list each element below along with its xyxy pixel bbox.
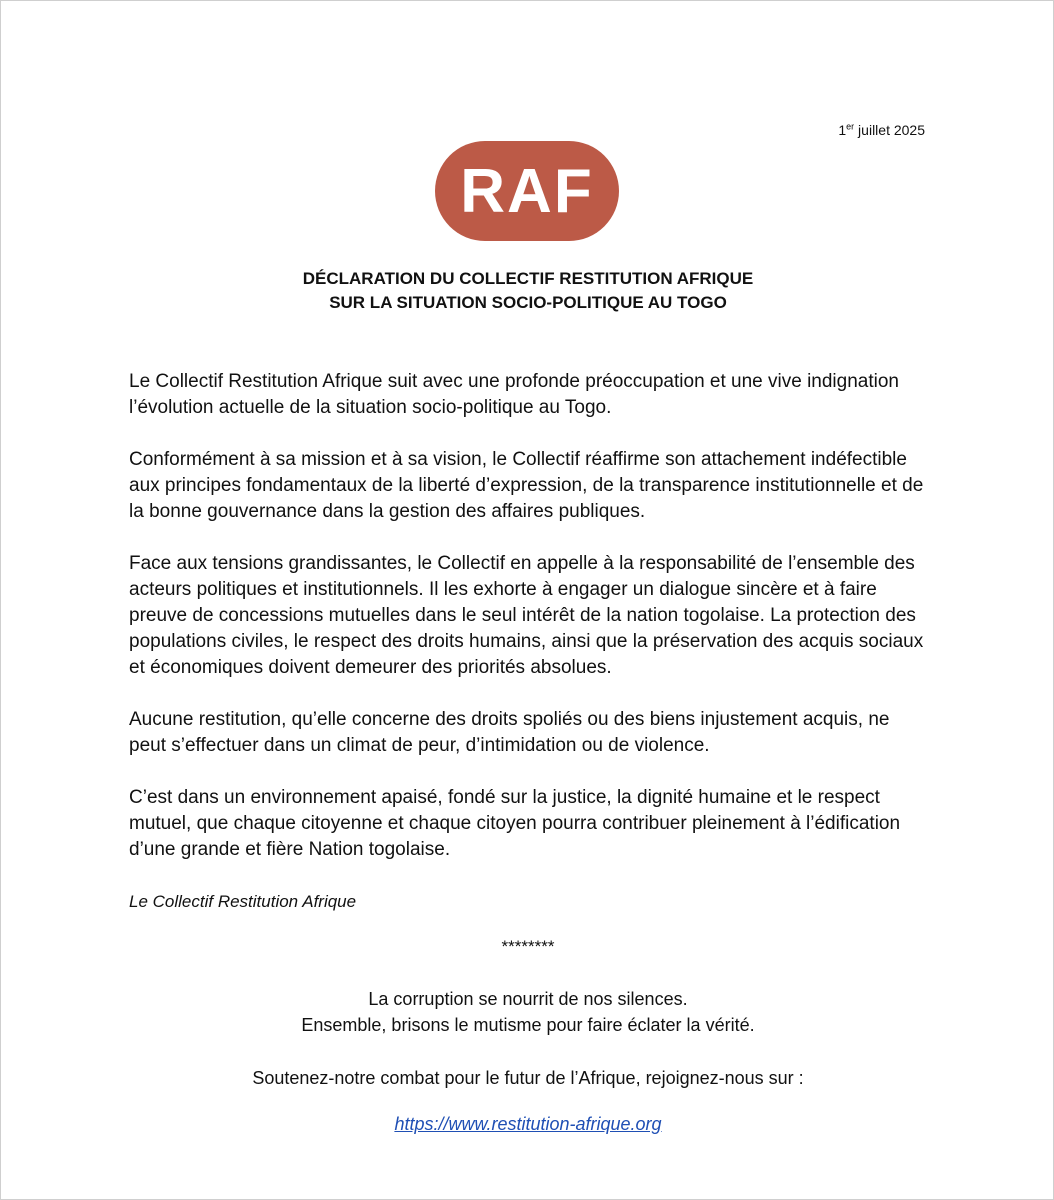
declaration-body — [129, 369, 929, 941]
paragraph-2: Conformément à sa mission et à sa vision, le Collectif réaffirme son attachement indéfectible aux principes fondamentaux de la liberté d’expression, de la transparence institutionnelle et de la bonne gouvernance dans la gestion des affaires publiques. — [129, 449, 924, 522]
paragraph-4: Aucune restitution, qu’elle concerne des droits spoliés ou des biens injustement acquis, ne peut s’effectuer dans un climat de peur, d’intimidation ou de violence. — [129, 709, 890, 756]
document-date — [838, 122, 925, 138]
paragraph-3: Face aux tensions grandissantes, le Collectif en appelle à la responsabilité de l’ensemble des acteurs politiques et institutionnels. Il les exhorte à engager un dialogue sincère et à faire preuve de concessions mutuelles dans le seul intérêt de la nation togolaise. La protection des populations civiles, le respect des droits humains, ainsi que la préservation des acquis sociaux et économiques doivent demeurer des priorités absolues. — [129, 553, 924, 678]
date-day: 1 — [838, 122, 847, 138]
separator: ******** — [501, 937, 555, 956]
declaration-title — [1, 267, 1054, 315]
slogan — [1, 986, 1054, 1038]
website-link[interactable] — [1, 1111, 1054, 1137]
paragraph-1: Le Collectif Restitution Afrique suit avec une profonde préoccupation et une vive indignation l’évolution actuelle de la situation socio-politique au Togo. — [129, 371, 899, 418]
call-to-action: Soutenez-notre combat pour le futur de l’Afrique, rejoignez-nous sur : — [252, 1068, 804, 1088]
slogan-line-1: La corruption se nourrit de nos silences. — [368, 989, 688, 1009]
raf-logo-text: RAF — [460, 156, 594, 226]
date-day-suffix: er — [846, 121, 855, 132]
title-line-1: DÉCLARATION DU COLLECTIF RESTITUTION AFRIQUE — [302, 269, 754, 288]
paragraph-5: C’est dans un environnement apaisé, fondé sur la justice, la dignité humaine et le respect mutuel, que chaque citoyenne et chaque citoyen pourra contribuer pleinement à l’édification d’une grande et fière Nation togolaise. — [129, 787, 901, 860]
date-rest: juillet 2025 — [854, 122, 925, 138]
raf-logo — [435, 141, 619, 241]
signature: Le Collectif Restitution Afrique — [129, 892, 357, 911]
website-link-text[interactable]: https://www.restitution-afrique.org — [394, 1114, 662, 1134]
slogan-line-2: Ensemble, brisons le mutisme pour faire éclater la vérité. — [301, 1015, 755, 1035]
title-line-2: SUR LA SITUATION SOCIO-POLITIQUE AU TOGO — [329, 293, 727, 312]
